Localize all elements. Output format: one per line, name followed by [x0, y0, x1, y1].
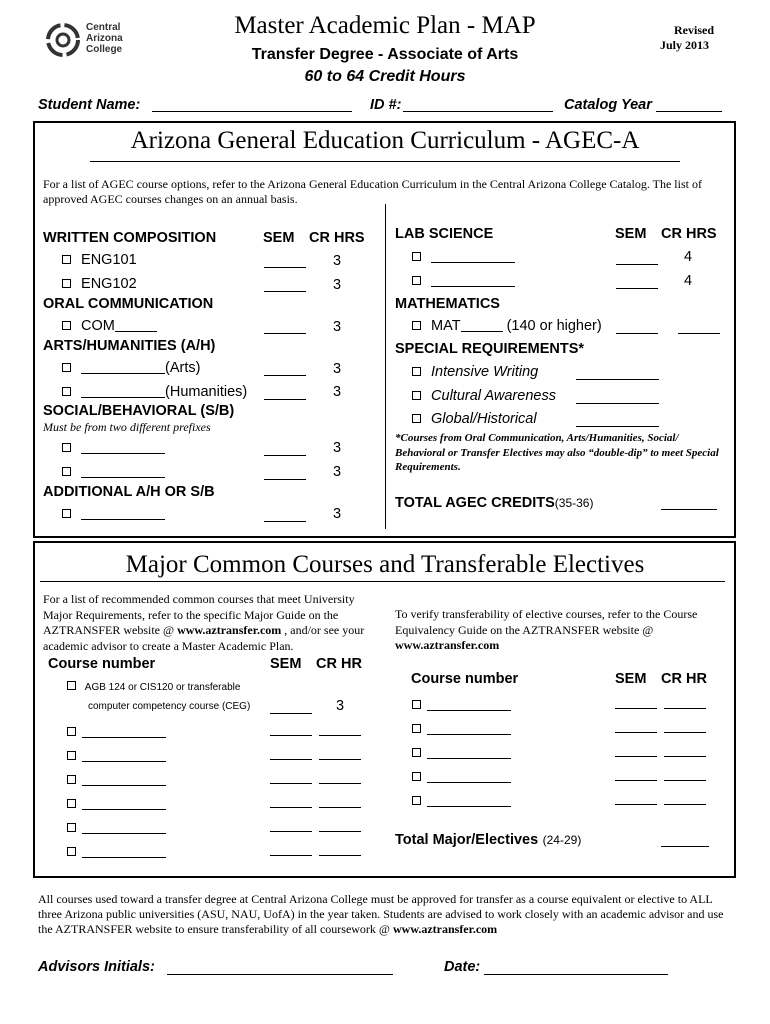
- credit-field[interactable]: [319, 855, 361, 856]
- student-name-label: Student Name:: [38, 97, 141, 113]
- course-checkbox[interactable]: [62, 387, 71, 396]
- course-row-arts: [62, 360, 200, 376]
- college-logo-icon: [46, 23, 80, 57]
- course-checkbox[interactable]: [62, 255, 71, 264]
- sem-field[interactable]: [264, 375, 306, 376]
- major-intro-right: [395, 607, 725, 654]
- student-id-field[interactable]: [403, 111, 553, 112]
- credit-field[interactable]: [319, 759, 361, 760]
- sem-field[interactable]: [264, 399, 306, 400]
- course-number-field[interactable]: [81, 361, 165, 374]
- sem-field[interactable]: [615, 756, 657, 757]
- cr-hrs-header: CR HRS: [661, 226, 717, 242]
- special-field[interactable]: [576, 379, 659, 380]
- course-checkbox[interactable]: [67, 823, 76, 832]
- course-number-field[interactable]: [81, 385, 165, 398]
- course-number-field[interactable]: [427, 746, 511, 759]
- logo-text-line: Central: [86, 22, 121, 33]
- lab-science-heading: LAB SCIENCE: [395, 226, 494, 242]
- major-intro-left-text: , and/or see your academic advisor to create a Master Academic Plan.: [43, 623, 365, 653]
- course-number-header: Course number: [48, 656, 156, 672]
- special-row-cultural: [412, 388, 556, 404]
- credit-field[interactable]: [664, 732, 706, 733]
- additional-heading: ADDITIONAL A/H OR S/B: [43, 484, 215, 500]
- student-name-field[interactable]: [152, 111, 352, 112]
- credit-value: 3: [333, 464, 342, 480]
- credit-value: 3: [333, 506, 342, 522]
- total-agec-range: (35-36): [554, 496, 594, 510]
- credit-field[interactable]: [319, 831, 361, 832]
- course-name: COM: [81, 318, 115, 334]
- course-checkbox[interactable]: [67, 751, 76, 760]
- course-checkbox[interactable]: [412, 796, 421, 805]
- course-number-field[interactable]: [82, 797, 166, 810]
- major-title-rule: [40, 581, 725, 582]
- course-row-lab1: [412, 249, 515, 265]
- revised-label: Revised: [674, 23, 714, 37]
- credit-field[interactable]: [678, 333, 720, 334]
- written-composition-heading: WRITTEN COMPOSITION: [43, 230, 217, 246]
- agec-title: Arizona General Education Curriculum - AGEC-A: [130, 127, 640, 154]
- course-row-additional: [62, 506, 165, 522]
- sem-field[interactable]: [264, 267, 306, 268]
- sem-field[interactable]: [615, 804, 657, 805]
- sem-field[interactable]: [270, 713, 312, 714]
- course-number-field[interactable]: [82, 725, 166, 738]
- sem-field[interactable]: [270, 783, 312, 784]
- course-row: [67, 843, 166, 861]
- credit-field[interactable]: [664, 708, 706, 709]
- course-row-sb2: [62, 464, 165, 480]
- double-dip-footnote: *Courses from Oral Communication, Arts/Humanities, Social/ Behavioral or Transfer Electives may also “double-dip” to meet Special Requirements.: [395, 432, 719, 473]
- major-intro-left: [43, 592, 383, 654]
- course-row: [67, 723, 166, 741]
- college-logo: [44, 20, 144, 60]
- course-row: [67, 819, 166, 837]
- course-checkbox[interactable]: [412, 748, 421, 757]
- agec-title-rule: [90, 161, 680, 162]
- course-number-header: Course number: [411, 671, 519, 687]
- credit-value: 3: [333, 277, 342, 293]
- course-number-field[interactable]: [461, 319, 503, 332]
- course-name: ENG101: [81, 252, 137, 268]
- course-row-mat: [412, 318, 602, 334]
- course-row-com: [62, 318, 157, 334]
- aztransfer-link[interactable]: www.aztransfer.com: [177, 623, 282, 637]
- credit-value: 4: [684, 249, 693, 265]
- special-label: Global/Historical: [431, 411, 537, 427]
- sem-field[interactable]: [615, 708, 657, 709]
- date-field[interactable]: [484, 974, 668, 975]
- special-row-global: [412, 411, 537, 427]
- sem-field[interactable]: [270, 807, 312, 808]
- course-name: MAT: [431, 318, 461, 334]
- course-checkbox[interactable]: [62, 279, 71, 288]
- course-checkbox[interactable]: [412, 772, 421, 781]
- sem-header: SEM: [270, 656, 302, 672]
- credit-value: 3: [333, 384, 342, 400]
- credit-value: 3: [333, 253, 342, 269]
- sem-field[interactable]: [616, 288, 658, 289]
- social-behavioral-heading: SOCIAL/BEHAVIORAL (S/B): [43, 403, 235, 419]
- sem-header: SEM: [263, 230, 295, 246]
- sem-field[interactable]: [264, 291, 306, 292]
- course-checkbox[interactable]: [62, 363, 71, 372]
- credit-value: 3: [336, 698, 345, 714]
- sem-field[interactable]: [270, 855, 312, 856]
- course-number-field[interactable]: [81, 441, 165, 454]
- special-label: Cultural Awareness: [431, 388, 556, 404]
- mathematics-heading: MATHEMATICS: [395, 296, 500, 312]
- sem-field[interactable]: [270, 735, 312, 736]
- sem-field[interactable]: [615, 732, 657, 733]
- course-row: [67, 771, 166, 789]
- course-suffix: (Humanities): [165, 384, 248, 400]
- arts-humanities-heading: ARTS/HUMANITIES (A/H): [43, 338, 216, 354]
- course-checkbox[interactable]: [412, 252, 421, 261]
- credit-value: 3: [333, 440, 342, 456]
- advisor-initials-label: Advisors Initials:: [38, 959, 155, 975]
- sem-field[interactable]: [270, 759, 312, 760]
- special-checkbox[interactable]: [412, 367, 421, 376]
- elective-row: [412, 744, 511, 762]
- total-agec-field[interactable]: [661, 509, 717, 510]
- total-major-electives: [395, 831, 581, 849]
- course-suffix: (Arts): [165, 360, 201, 376]
- credit-field[interactable]: [664, 804, 706, 805]
- student-id-label: ID #:: [370, 97, 402, 113]
- course-row: [67, 795, 166, 813]
- advisor-initials-field[interactable]: [167, 974, 393, 975]
- social-behavioral-note: Must be from two different prefixes: [43, 420, 211, 434]
- course-checkbox[interactable]: [67, 847, 76, 856]
- page-title: Master Academic Plan - MAP: [234, 12, 536, 39]
- sem-header: SEM: [615, 226, 647, 242]
- special-checkbox[interactable]: [412, 391, 421, 400]
- catalog-year-field[interactable]: [656, 111, 722, 112]
- credit-field[interactable]: [319, 783, 361, 784]
- catalog-year-label: Catalog Year: [564, 97, 652, 113]
- course-number-field[interactable]: [431, 250, 515, 263]
- credit-field[interactable]: [319, 735, 361, 736]
- logo-text-line: College: [86, 44, 123, 55]
- total-major-range: (24-29): [542, 833, 582, 847]
- sem-field[interactable]: [264, 455, 306, 456]
- course-number-field[interactable]: [82, 773, 166, 786]
- course-name: ENG102: [81, 276, 137, 292]
- total-major-label: Total Major/Electives: [395, 832, 539, 848]
- course-checkbox[interactable]: [62, 321, 71, 330]
- logo-text-line: Arizona: [86, 33, 123, 44]
- course-row-humanities: [62, 384, 247, 400]
- special-checkbox[interactable]: [412, 414, 421, 423]
- agec-column-divider: [385, 204, 386, 529]
- sem-field[interactable]: [615, 780, 657, 781]
- total-major-field[interactable]: [661, 846, 709, 847]
- sem-header: SEM: [615, 671, 647, 687]
- course-checkbox[interactable]: [412, 276, 421, 285]
- sem-field[interactable]: [264, 479, 306, 480]
- page-subtitle: Transfer Degree - Associate of Arts: [251, 46, 519, 63]
- agec-intro: For a list of AGEC course options, refer to the Arizona General Education Curriculum in the Central Arizona College Catalog. The list of approved AGEC courses changes on an annual basis.: [43, 177, 702, 206]
- course-row-sb1: [62, 440, 165, 456]
- credit-field[interactable]: [664, 756, 706, 757]
- sem-field[interactable]: [264, 521, 306, 522]
- course-row-agb: [67, 681, 240, 693]
- special-label: Intensive Writing: [431, 364, 539, 380]
- credit-hours: 60 to 64 Credit Hours: [304, 68, 466, 85]
- major-title: Major Common Courses and Transferable Electives: [125, 551, 645, 578]
- course-number-field[interactable]: [82, 821, 166, 834]
- course-suffix: (140 or higher): [506, 318, 602, 334]
- credit-field[interactable]: [664, 780, 706, 781]
- transfer-note-text: All courses used toward a transfer degree at Central Arizona College must be approved for transfer as a course equivalent or elective to ALL three Arizona public universities (ASU, NAU, UofA) in the year taken. Students are advised to work closely with an academic advisor and use the AZTRANSFER website to ensure transferability of all coursework @: [38, 892, 724, 936]
- special-field[interactable]: [576, 426, 659, 427]
- transfer-note: [38, 892, 732, 937]
- course-number-field[interactable]: [82, 845, 166, 858]
- aztransfer-link[interactable]: www.aztransfer.com: [395, 638, 500, 652]
- special-row-intensive: [412, 364, 538, 380]
- revised-date: July 2013: [660, 38, 710, 52]
- sem-field[interactable]: [270, 831, 312, 832]
- course-checkbox[interactable]: [62, 509, 71, 518]
- course-checkbox[interactable]: [67, 775, 76, 784]
- course-row-eng101: [62, 252, 137, 268]
- major-intro-right-text: To verify transferability of elective courses, refer to the Course Equivalency Guide on the AZTRANSFER website @: [395, 607, 698, 637]
- elective-row: [412, 720, 511, 738]
- credit-value: 4: [684, 273, 693, 289]
- course-checkbox[interactable]: [62, 467, 71, 476]
- special-requirements-heading: SPECIAL REQUIREMENTS*: [395, 341, 585, 357]
- special-field[interactable]: [576, 403, 659, 404]
- course-name-line2: computer competency course (CEG): [88, 701, 251, 712]
- course-name: AGB 124 or CIS120 or transferable: [84, 682, 241, 693]
- course-number-field[interactable]: [427, 770, 511, 783]
- elective-row: [412, 696, 511, 714]
- sem-field[interactable]: [616, 333, 658, 334]
- major-intro-left-text: For a list of recommended common courses that meet University Major Requirements, refer to the specific Major Guide on the AZTRANSFER website @: [43, 592, 355, 637]
- course-number-field[interactable]: [427, 722, 511, 735]
- cr-hr-header: CR HR: [661, 671, 707, 687]
- course-row-eng102: [62, 276, 137, 292]
- course-row-lab2: [412, 273, 515, 289]
- course-number-field[interactable]: [427, 698, 511, 711]
- course-checkbox[interactable]: [67, 681, 76, 690]
- credit-value: 3: [333, 361, 342, 377]
- course-number-field[interactable]: [81, 507, 165, 520]
- cr-hr-header: CR HR: [316, 656, 362, 672]
- sem-field[interactable]: [264, 333, 306, 334]
- credit-field[interactable]: [319, 807, 361, 808]
- course-number-field[interactable]: [82, 749, 166, 762]
- oral-communication-heading: ORAL COMMUNICATION: [43, 296, 214, 312]
- aztransfer-link[interactable]: www.aztransfer.com: [392, 922, 498, 936]
- total-agec-label: TOTAL AGEC CREDITS: [395, 495, 555, 511]
- course-checkbox[interactable]: [67, 799, 76, 808]
- course-checkbox[interactable]: [412, 700, 421, 709]
- date-label: Date:: [444, 959, 481, 975]
- elective-row: [412, 768, 511, 786]
- sem-field[interactable]: [616, 264, 658, 265]
- course-number-field[interactable]: [427, 794, 511, 807]
- credit-value: 3: [333, 319, 342, 335]
- course-checkbox[interactable]: [412, 321, 421, 330]
- course-checkbox[interactable]: [412, 724, 421, 733]
- course-checkbox[interactable]: [67, 727, 76, 736]
- course-number-field[interactable]: [431, 274, 515, 287]
- course-row: [67, 747, 166, 765]
- cr-hrs-header: CR HRS: [309, 230, 365, 246]
- course-number-field[interactable]: [115, 319, 157, 332]
- course-checkbox[interactable]: [62, 443, 71, 452]
- total-agec-credits: [395, 494, 593, 512]
- elective-row: [412, 792, 511, 810]
- course-number-field[interactable]: [81, 465, 165, 478]
